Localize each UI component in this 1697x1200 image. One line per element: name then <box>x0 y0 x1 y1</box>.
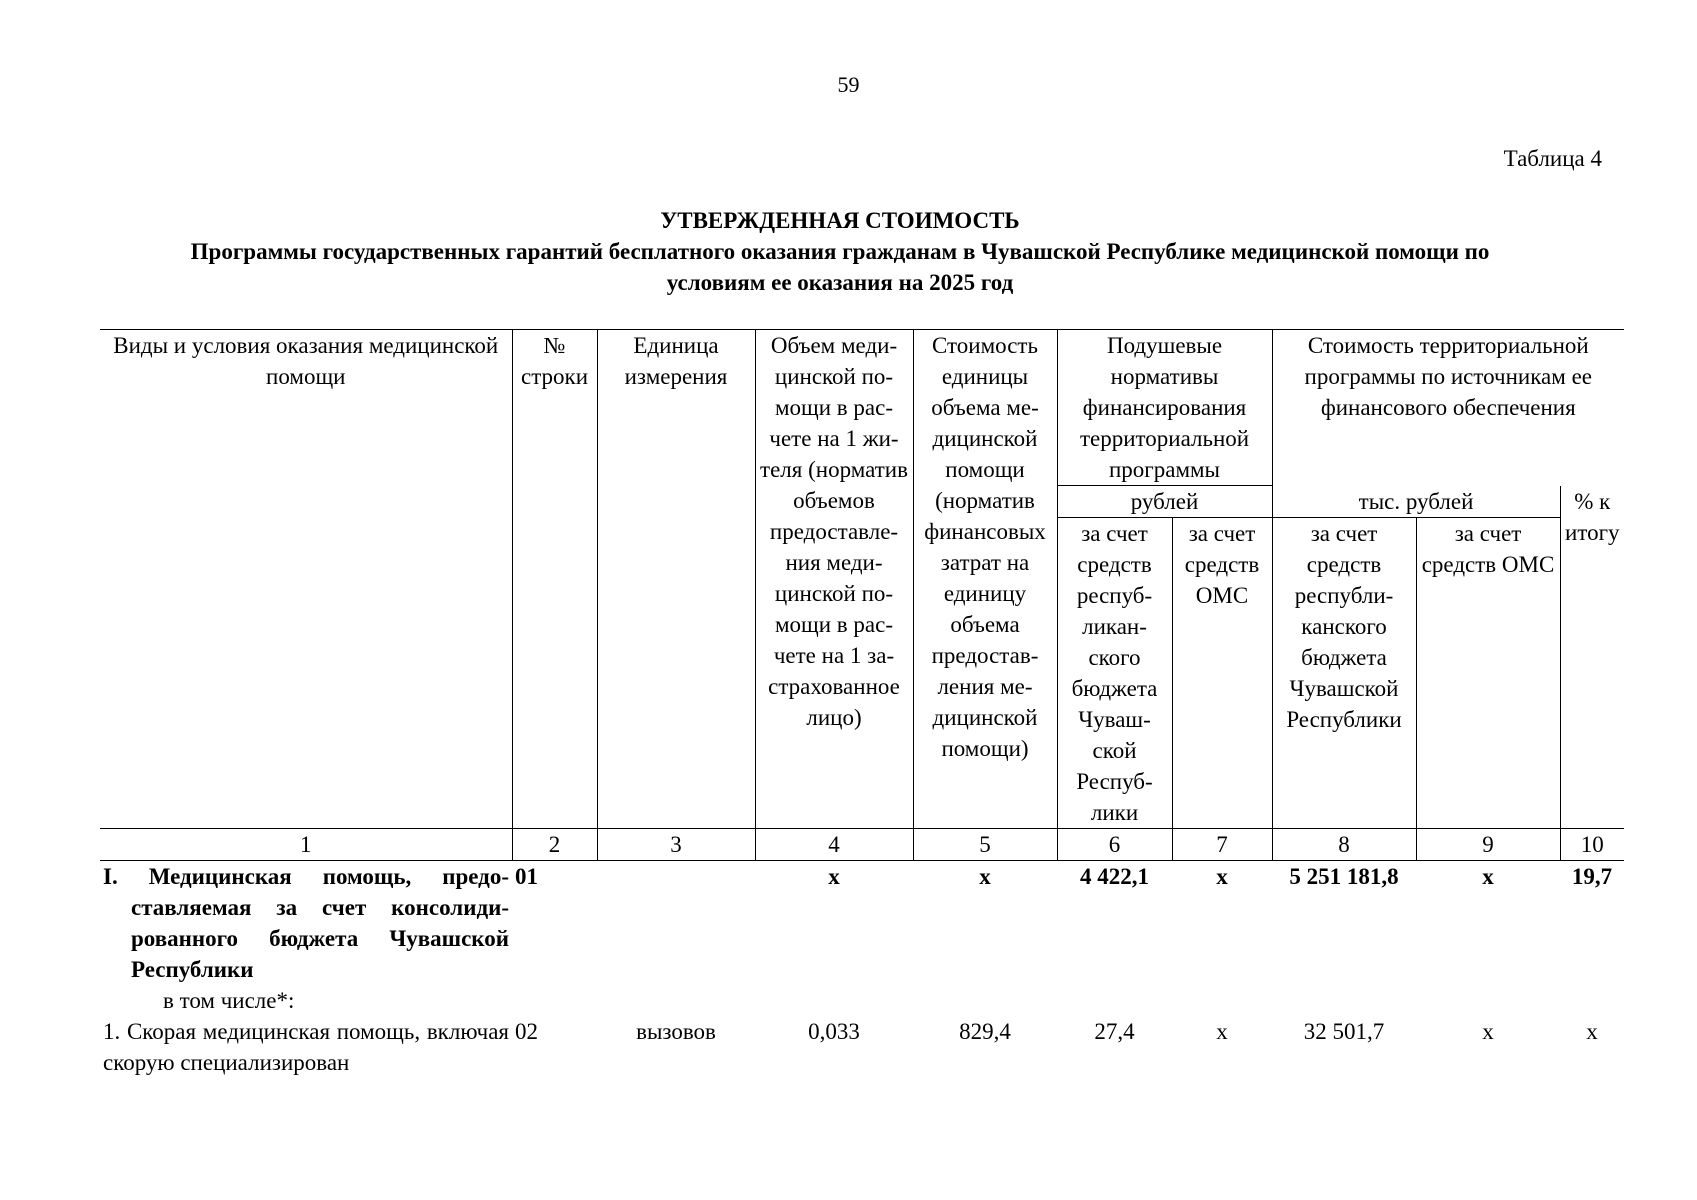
row-name: 1. Скорая медицинская помощь, включая скорую специализирован <box>103 1019 509 1075</box>
table-header <box>100 330 1624 829</box>
column-number: 6 <box>1057 829 1172 861</box>
row-unit <box>597 861 755 1017</box>
header-per-capita-oms: за счет средств ОМС <box>1172 518 1272 829</box>
header-row-number: № строки <box>512 330 597 829</box>
row-name: I. Медицинская помощь, предоставляемая за счет консолидированного бюджета Чувашской Республики <box>103 864 509 982</box>
row-cost-budget: 32 501,7 <box>1303 1019 1385 1044</box>
row-percent: х <box>1586 1019 1598 1044</box>
row-unit-cost: 829,4 <box>959 1019 1011 1044</box>
column-number: 7 <box>1172 829 1272 861</box>
column-number: 10 <box>1560 829 1624 861</box>
row-unit: вызовов <box>636 1019 716 1044</box>
header-cost-group: Стоимость территориальной программы по источникам ее финансового обеспечения <box>1272 330 1624 486</box>
row-note: в том числе*: <box>163 988 295 1013</box>
cost-table <box>100 329 1624 1078</box>
header-unit: Единица измерения <box>597 330 755 829</box>
title-main: УТВЕРЖДЕННАЯ СТОИМОСТЬ <box>660 208 1020 233</box>
header-cost-oms: за счет средств ОМС <box>1416 518 1560 829</box>
row-volume: 0,033 <box>808 1019 860 1044</box>
row-unit-cost: х <box>979 864 991 889</box>
row-number: 02 <box>515 1019 538 1044</box>
header-kind-of-care: Виды и условия оказания медицинской помощи <box>100 330 512 829</box>
header-cost-budget: за счет средств республиканского бюджета Чувашской Республики <box>1272 518 1416 829</box>
row-description <box>100 861 512 1017</box>
column-number: 8 <box>1272 829 1416 861</box>
row-volume: х <box>828 864 840 889</box>
column-number: 5 <box>913 829 1057 861</box>
column-number: 3 <box>597 829 755 861</box>
row-number: 01 <box>515 864 538 889</box>
header-unit-rubles: рублей <box>1057 486 1272 518</box>
row-per-capita-budget: 27,4 <box>1094 1019 1135 1044</box>
row-percent: 19,7 <box>1571 864 1613 889</box>
header-per-capita-budget: за счет средств республиканского бюджета Чувашской Республики <box>1057 518 1172 829</box>
title-subtitle: Программы государственных гарантий бесплатного оказания гражданам в Чувашской Республике медицинской помощи по условиям ее оказания на 2025 год <box>190 239 1490 295</box>
table-row <box>100 861 1624 1017</box>
header-unit-cost: Стоимость единицы объема медицинской помощи (норматив финансовых затрат на единицу объема предоставления медицинской помощи) <box>913 330 1057 829</box>
column-number: 2 <box>512 829 597 861</box>
column-number: 4 <box>755 829 913 861</box>
table-row <box>100 1016 1624 1078</box>
table-label: Таблица 4 <box>1503 146 1602 171</box>
header-percent: % к итогу <box>1560 486 1624 829</box>
row-cost-budget: 5 251 181,8 <box>1289 864 1399 889</box>
header-unit-thousand-rubles: тыс. рублей <box>1272 486 1560 518</box>
column-numbers-row <box>100 829 1624 861</box>
header-volume: Объем медицинской помощи в расчете на 1 жителя (норматив объемов предоставления медицинской помощи в расчете на 1 застрахованное лицо) <box>755 330 913 829</box>
row-description <box>100 1016 512 1078</box>
row-cost-oms: х <box>1482 1019 1494 1044</box>
title-block <box>140 205 1540 298</box>
column-number: 1 <box>100 829 512 861</box>
header-per-capita-group: Подушевые нормативы финансирования территориальной программы <box>1057 330 1272 486</box>
page-number: 59 <box>837 72 860 97</box>
row-per-capita-oms: х <box>1216 1019 1228 1044</box>
row-cost-oms: х <box>1482 864 1494 889</box>
row-per-capita-budget: 4 422,1 <box>1080 864 1149 889</box>
column-number: 9 <box>1416 829 1560 861</box>
row-per-capita-oms: х <box>1216 864 1228 889</box>
